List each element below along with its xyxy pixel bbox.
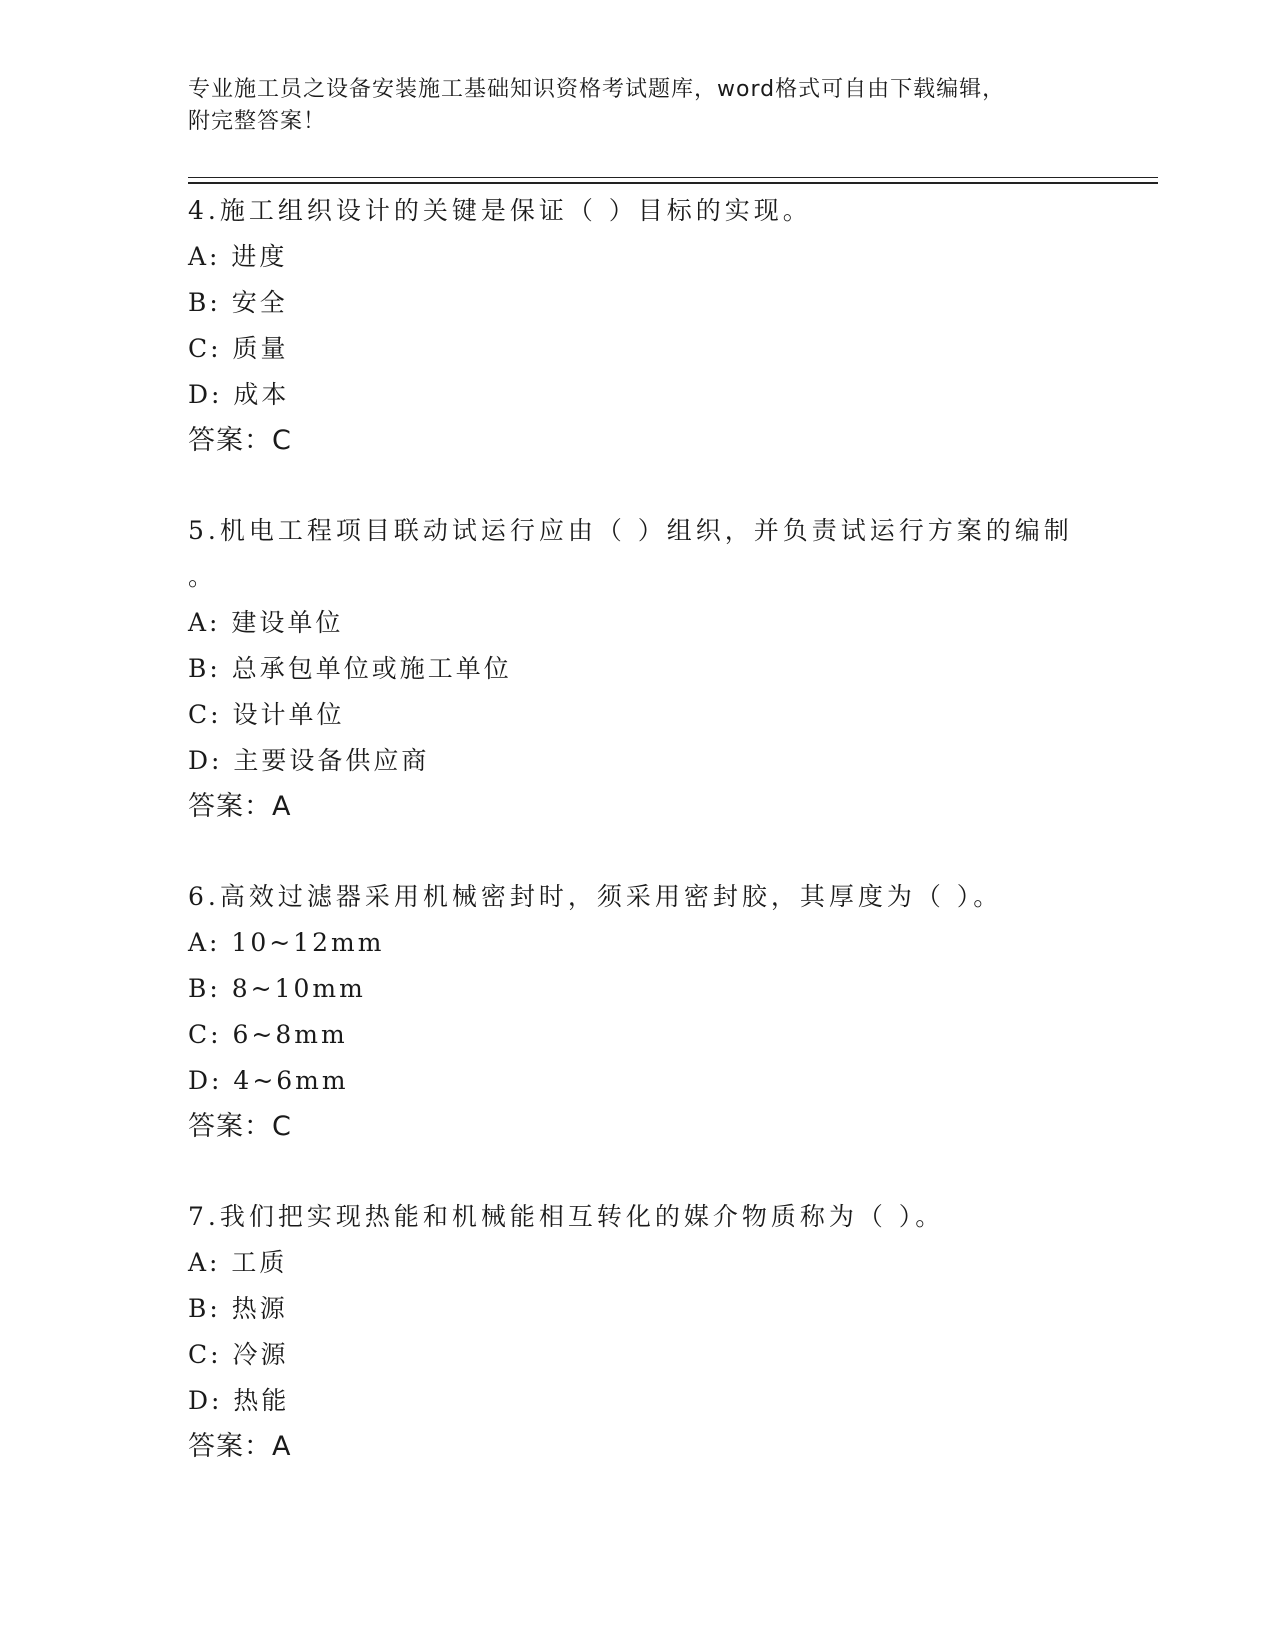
option-a: A: 进度 <box>188 242 288 271</box>
answer-line: 答案：C <box>188 425 292 456</box>
option-b: B: 安全 <box>188 288 288 317</box>
header-divider-thick <box>188 182 1158 184</box>
option-b: B: 8~10mm <box>188 974 366 1003</box>
option-c: C: 设计单位 <box>188 700 345 729</box>
answer-line: 答案：A <box>188 791 292 822</box>
question-stem: 5.机电工程项目联动试运行应由（ ）组织，并负责试运行方案的编制 。 <box>188 516 1073 591</box>
option-a: A: 10~12mm <box>188 928 385 957</box>
question-stem: 4.施工组织设计的关键是保证（ ）目标的实现。 <box>188 196 812 225</box>
answer-line: 答案：A <box>188 1431 292 1462</box>
question-stem: 6.高效过滤器采用机械密封时，须采用密封胶，其厚度为（ ）。 <box>188 882 1003 911</box>
option-c: C: 质量 <box>188 334 289 363</box>
option-c: C: 6~8mm <box>188 1020 348 1049</box>
question-block <box>188 188 1088 464</box>
option-a: A: 建设单位 <box>188 608 344 637</box>
option-d: D: 热能 <box>188 1386 290 1415</box>
option-c: C: 冷源 <box>188 1340 289 1369</box>
option-a: A: 工质 <box>188 1248 288 1277</box>
question-block <box>188 508 1088 830</box>
question-block <box>188 1194 1088 1470</box>
option-d: D: 成本 <box>188 380 290 409</box>
document-header: 专业施工员之设备安装施工基础知识资格考试题库，word格式可自由下载编辑， 附完整答案！ <box>188 77 1006 134</box>
option-b: B: 热源 <box>188 1294 288 1323</box>
question-stem: 7.我们把实现热能和机械能相互转化的媒介物质称为（ ）。 <box>188 1202 945 1231</box>
question-block <box>188 874 1088 1150</box>
header-divider-thin <box>188 177 1158 178</box>
option-d: D: 主要设备供应商 <box>188 746 430 775</box>
option-d: D: 4~6mm <box>188 1066 349 1095</box>
option-b: B: 总承包单位或施工单位 <box>188 654 512 683</box>
answer-line: 答案：C <box>188 1111 292 1142</box>
